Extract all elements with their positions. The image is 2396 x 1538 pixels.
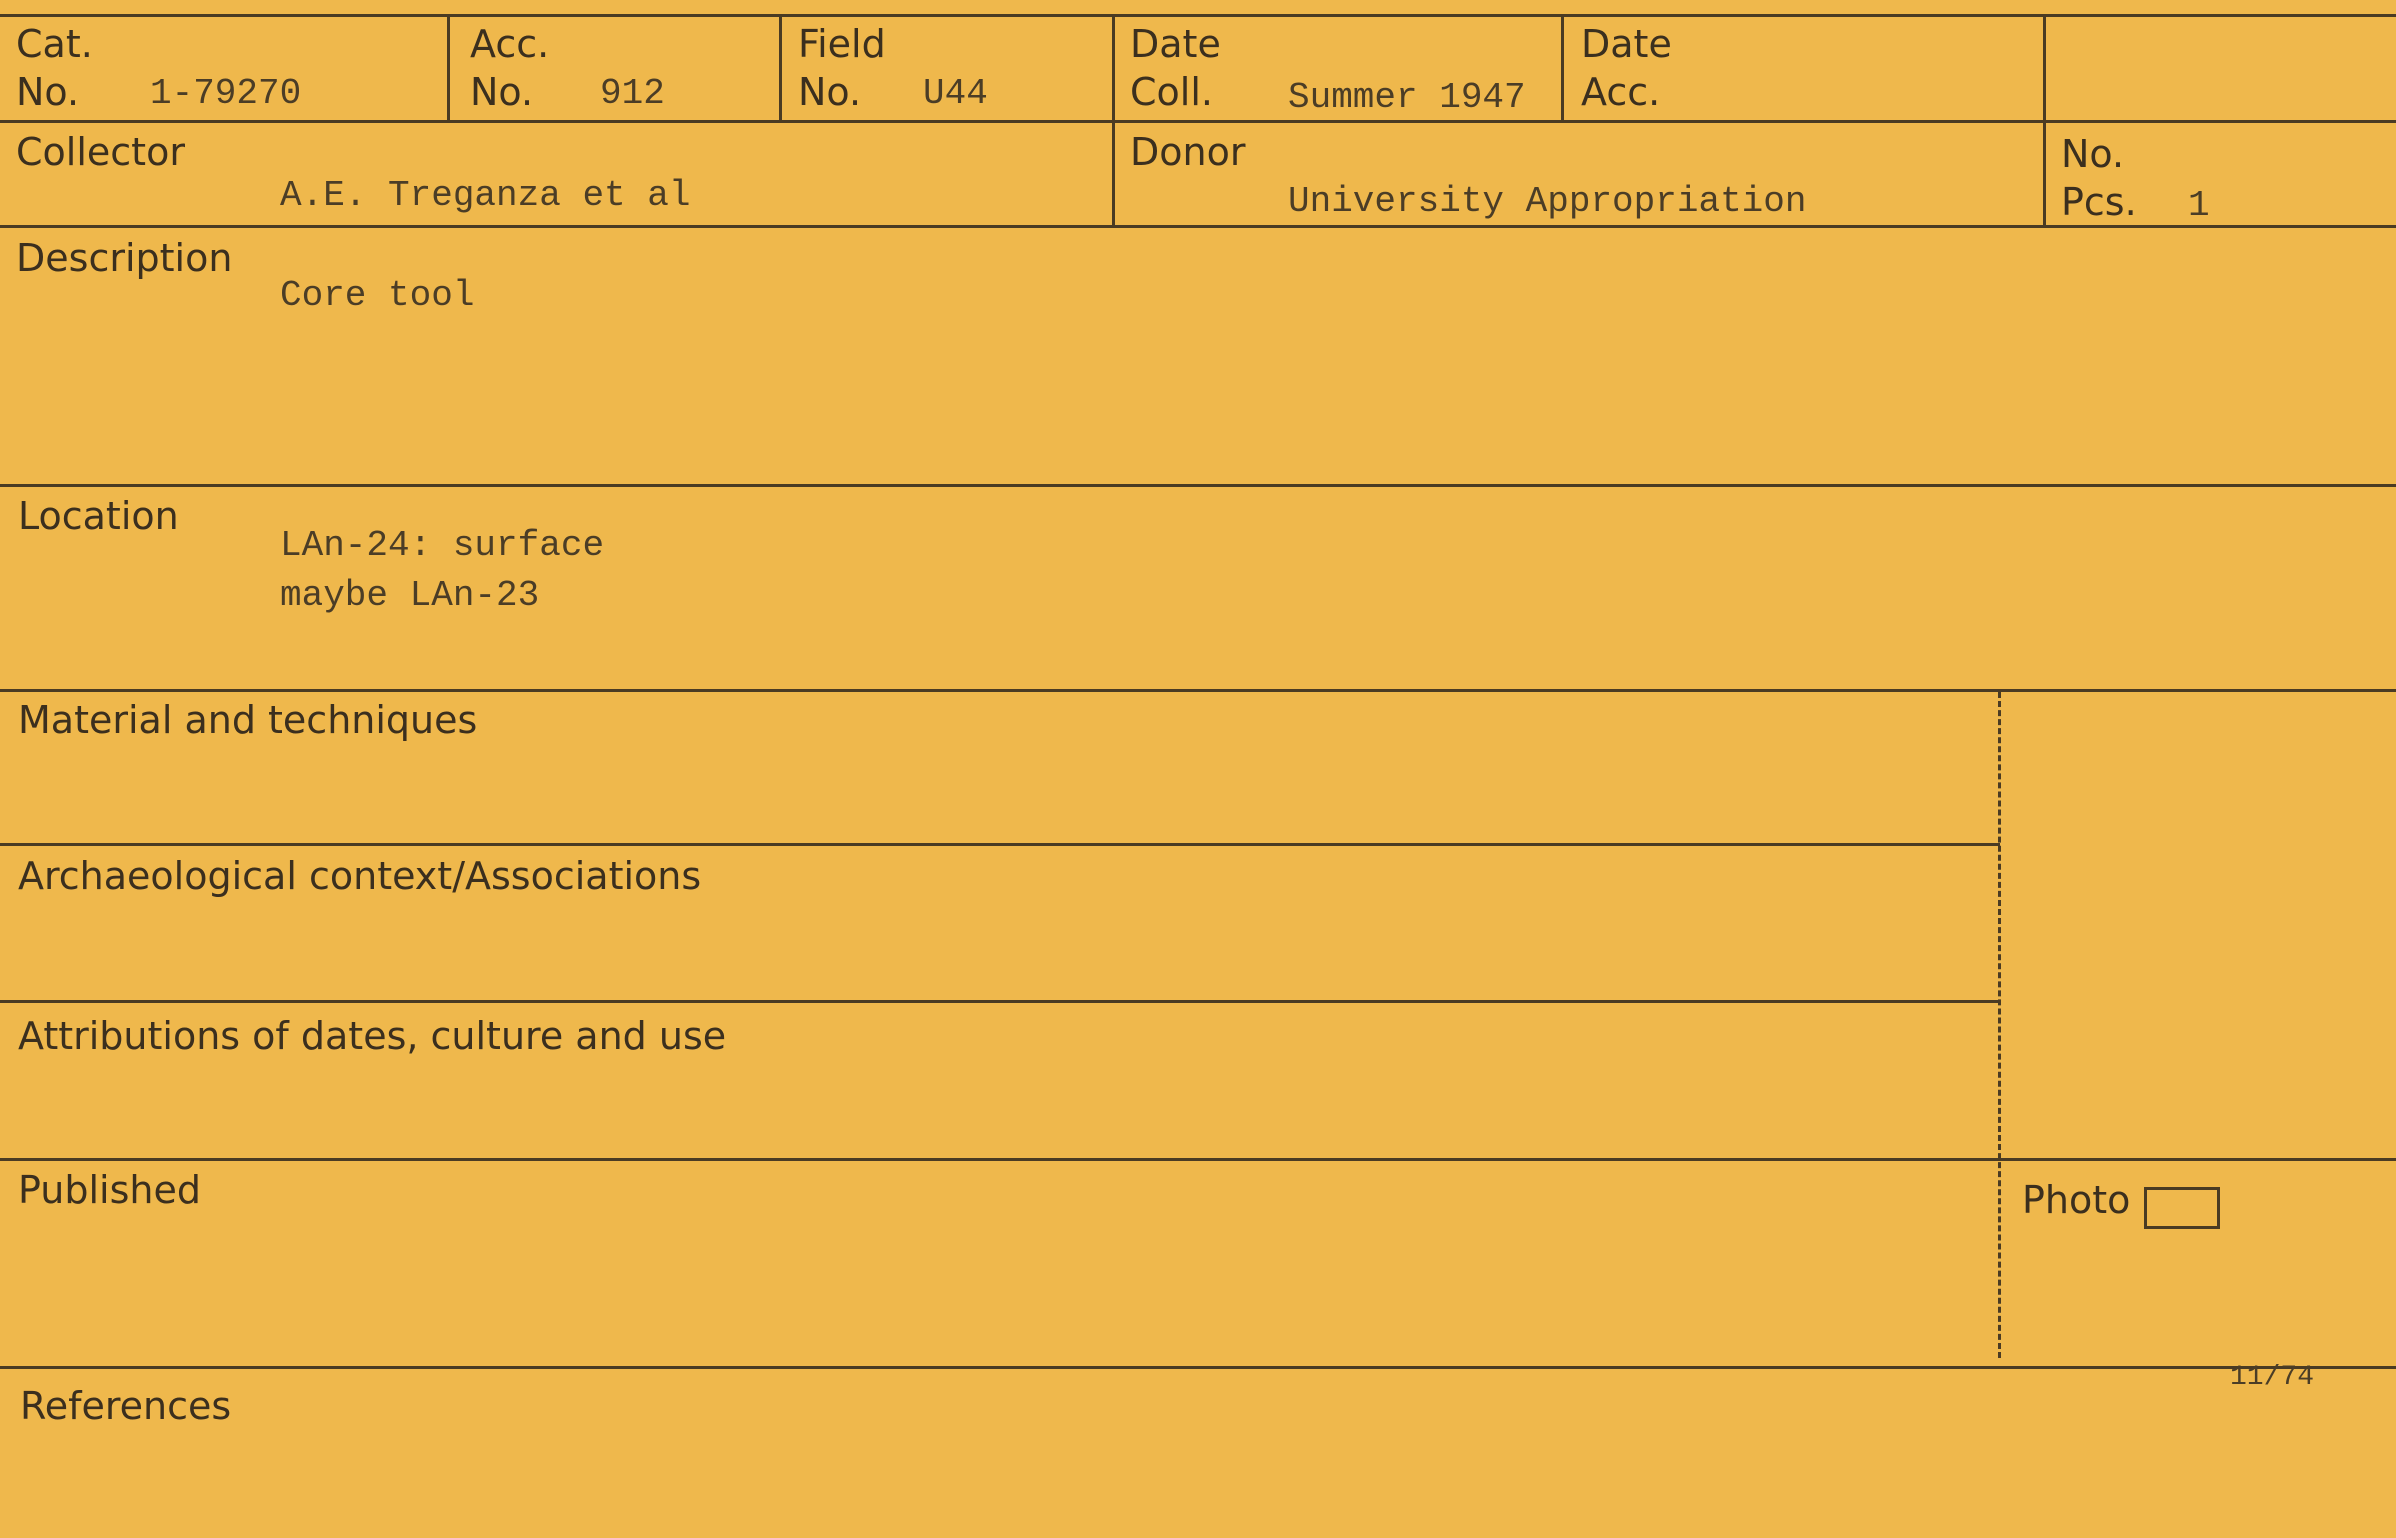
acc-number-value: 912	[600, 73, 665, 114]
rule-v-acc-field	[779, 14, 782, 121]
description-value: Core tool	[280, 275, 475, 316]
context-label: Archaeological context/Associations	[18, 854, 702, 898]
date-acc-label-1: Date	[1581, 22, 1672, 66]
donor-label: Donor	[1130, 130, 1246, 174]
location-line-1: LAn-24: surface	[280, 525, 605, 566]
rule-top	[0, 14, 2396, 17]
rule-material-bottom	[0, 843, 2000, 846]
rule-location-bottom	[0, 689, 2396, 692]
date-coll-label-2: Coll.	[1130, 70, 1213, 114]
cat-label-1: Cat.	[16, 22, 93, 66]
date-acc-label-2: Acc.	[1581, 70, 1661, 114]
description-label: Description	[16, 236, 233, 280]
photo-checkbox	[2144, 1187, 2220, 1229]
pcs-label-1: No.	[2061, 132, 2125, 176]
cat-number-value: 1-79270	[150, 73, 302, 114]
collector-value: A.E. Treganza et al	[280, 175, 691, 216]
collector-label: Collector	[16, 130, 185, 174]
rule-header-bottom	[0, 120, 2396, 123]
material-label: Material and techniques	[18, 698, 478, 742]
rule-context-bottom	[0, 1000, 2000, 1003]
references-label: References	[20, 1384, 232, 1428]
published-label: Published	[18, 1168, 201, 1212]
donor-value: University Appropriation	[1288, 181, 1807, 222]
cat-label-2: No.	[16, 70, 80, 114]
rule-v-datecoll-dateacc	[1561, 14, 1564, 121]
date-coll-label-1: Date	[1130, 22, 1221, 66]
attributions-label: Attributions of dates, culture and use	[18, 1014, 727, 1058]
field-number-value: U44	[923, 73, 988, 114]
acc-label-1: Acc.	[470, 22, 550, 66]
rule-v-cat-acc	[447, 14, 450, 121]
rule-published-bottom	[0, 1366, 2396, 1369]
rule-v-dashed	[1998, 692, 2001, 1358]
rule-attributions-bottom	[0, 1158, 2396, 1161]
location-line-2: maybe LAn-23	[280, 575, 540, 616]
rule-description-bottom	[0, 484, 2396, 487]
photo-label: Photo	[2022, 1178, 2131, 1222]
location-label: Location	[18, 494, 179, 538]
rule-v-field-datecoll	[1112, 14, 1115, 226]
pcs-label-2: Pcs.	[2061, 180, 2137, 224]
rule-v-dateacc-right	[2043, 14, 2046, 226]
date-coll-value: Summer 1947	[1288, 77, 1526, 118]
rule-collector-bottom	[0, 225, 2396, 228]
pcs-value: 1	[2188, 185, 2210, 226]
footer-date-note: 11/74	[2230, 1362, 2315, 1393]
acc-label-2: No.	[470, 70, 534, 114]
field-label-2: No.	[798, 70, 862, 114]
field-label-1: Field	[798, 22, 886, 66]
